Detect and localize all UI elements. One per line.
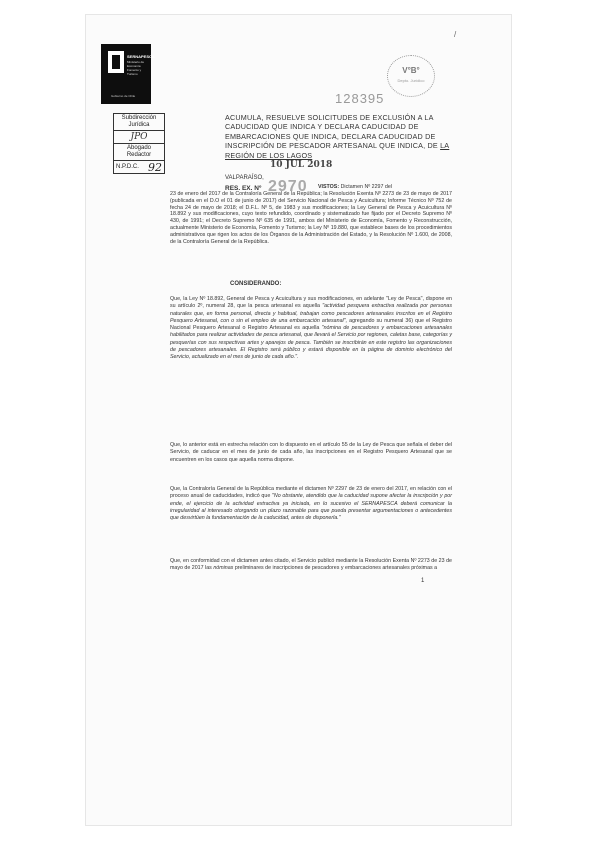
stamp-signature: JPO: [114, 131, 164, 144]
paragraph-1: [170, 296, 452, 362]
date-stamp: 10 JUL 2018: [270, 160, 333, 170]
res-ex-number: 2970: [268, 178, 308, 195]
approval-stamp: [113, 113, 165, 174]
considerando-heading: CONSIDERANDO:: [230, 281, 282, 287]
edge-mark: /: [454, 30, 457, 39]
seal-line1: V°B°: [402, 66, 420, 75]
resolution-title: [225, 113, 452, 160]
p1-italic-2: "nómina de pescadores y embarcaciones artesanales habilitados para realizar actividades de pesca artesanal, que llevará el Servicio por regiones, caletas base, categorías y pesquerías con sus respectivas artes y aparejos de pesca. También se inscribirán en este registro las organizaciones de pescadores artesanales. El Registro será público y estará disponible en la página de dominio electrónico del Servicio, actualizado en el mes de junio de cada año.".: [170, 325, 453, 361]
document-number: 128395: [335, 91, 385, 106]
page-number: 1: [421, 578, 425, 584]
place: VALPARAÍSO,: [225, 175, 264, 181]
logo-bottom: Gobierno de Chile: [111, 94, 136, 98]
seal-line2: Depto. Jurídico: [397, 78, 425, 83]
p4-text-b: preliminares de inscripciones de pescadores y embarcaciones artesanales próximas a: [234, 565, 438, 572]
title-text: ACUMULA, RESUELVE SOLICITUDES DE EXCLUSIÓN A LA CADUCIDAD QUE INDICA Y DECLARA CADUCIDAD DE EMBARCACIONES QUE INDICA, DECLARA CADUCIDAD DE INSCRIPCIÓN DE PESCADOR ARTESANAL QUE INDICA, DE: [225, 113, 438, 151]
logo-org-sub: Ministerio de Economía Fomento y Turismo: [127, 60, 145, 76]
p4-text-a: Que, en conformidad con el dictamen antes citado, el Servicio publicó mediante la Resolución Exenta Nº 2273 de 23 de mayo de 2017 las: [170, 558, 452, 572]
npdc-label: N.P.D.C.: [116, 163, 139, 170]
logo-org: SERNAPESCA: [127, 54, 155, 59]
emblem-icon: [108, 51, 124, 73]
p1-text-b: agregando su numeral 36) que el Registro Nacional Pesquero Artesanal o Registro Artesanal es aquella: [170, 317, 452, 332]
p3-italic: "No obstante, atendido que la caducidad supone afectar la inscripción y por ende, el ejercicio de la actividad extractiva ya iniciada, en lo sucesivo el SERNAPESCA deberá comunicar la irregularidad al interesado otorgando un plazo razonable para que pueda presentar argumentaciones o antecedentes que desvirtúen la fundamentación de la caducidad, antes de disponerla.": [170, 493, 452, 522]
p4-italic: nóminas: [213, 565, 234, 572]
stamp-row-npdc: [114, 161, 164, 173]
stamp-row-subdireccion: Subdirección Jurídica: [114, 114, 164, 131]
vobo-seal: [387, 55, 435, 97]
paragraph-2: Que, lo anterior está en estrecha relación con lo dispuesto en el artículo 55 de la Ley de Pesca que señala el deber del Servicio, de caducar en el mes de junio de cada año, las inscripciones en el Registro Pesquero Artesanal que se encuentren en los casos que aquella norma dispone.: [170, 442, 452, 463]
vistos-label: VISTOS:: [318, 184, 340, 190]
p3-text-a: Que, la Contraloría General de la República mediante el dictamen Nº 2297 de 23 de enero del 2017, en relación con el proceso anual de caducidades, indicó que: [170, 486, 452, 500]
p1-italic-1: "actividad pesquera extractiva realizada por personas naturales que, en forma personal, directa y habitual, trabajan como pescadores artesanales inscritos en el Registro Pesquero Artesanal, con o sin el empleo de una embarcación artesanal",: [170, 303, 452, 324]
paragraph-3: [170, 486, 452, 522]
vistos-first-line: [318, 184, 452, 191]
stamp-row-abogado: Abogado Redactor: [114, 144, 164, 161]
res-ex-label: RES. EX. Nº: [225, 185, 262, 192]
npdc-value: 92: [148, 160, 162, 174]
title-underlined: LA REGIÓN DE LOS LAGOS: [225, 141, 450, 160]
p1-text-a: Que, la Ley Nº 18.892, General de Pesca y Acuicultura y sus modificaciones, en adelante "Ley de Pesca", dispone en su artículo 2º, numeral 28, que la pesca artesanal es aquella: [170, 296, 452, 310]
paragraph-4: [170, 558, 452, 573]
sernapesca-logo: [101, 44, 155, 104]
vistos-text: 23 de enero del 2017 de la Contraloría General de la República; la Resolución Exenta Nº 2273 de 23 de mayo de 2017 (publicada en el D.O el 01 de junio de 2017) del Servicio Nacional de Pesca y Acuicultura; Informe Técnico Nº 752 de fecha 24 de mayo de 2018; el D.F.L. Nº 5, de 1983 y sus modificaciones; la Ley General de Pesca y Acuicultura Nº 18.892 y sus modificaciones, cuyo texto refundido, coordinado y sistematizado fue fijado por el Decreto Supremo Nº 430, de 1991; el Decreto Supremo Nº 635 de 1991, ambos del Ministerio de Economía, Fomento y Reconstrucción, actualmente Ministerio de Economía, Fomento y Turismo; la Ley Nº 19.880, que establece bases de los procedimientos administrativos que rigen los actos de los Órganos de la Administración del Estado, y la Resolución Nº 1.600, de 2008, de la Contraloría General de la República.: [170, 191, 452, 245]
vistos-start: Dictamen Nº 2297 del: [340, 184, 392, 190]
